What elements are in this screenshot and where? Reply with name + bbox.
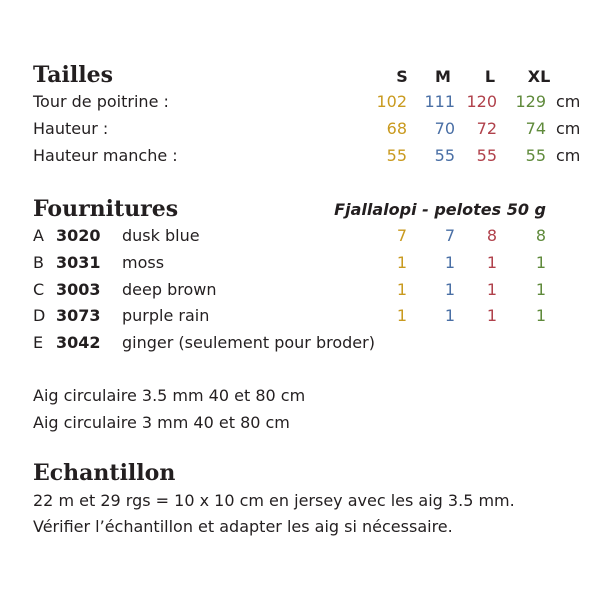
- size-value-xl: 55: [525, 146, 546, 165]
- size-value-s: 55: [386, 146, 407, 165]
- yarn-name: moss: [122, 253, 165, 272]
- yarn-qty-l: 1: [486, 306, 497, 325]
- yarn-qty-xl: 1: [535, 280, 546, 299]
- yarn-qty-m: 1: [444, 280, 455, 299]
- yarn-code: 3042: [56, 333, 101, 352]
- size-header-l: L: [484, 67, 496, 86]
- size-value-m: 55: [434, 146, 455, 165]
- yarn-letter: B: [33, 253, 44, 272]
- yarn-qty-xl: 1: [535, 253, 546, 272]
- yarn-letter: E: [33, 333, 44, 352]
- sizes-row-label: Hauteur manche :: [33, 146, 178, 165]
- yarn-qty-m: 1: [444, 306, 455, 325]
- size-header-xl: XL: [527, 67, 551, 86]
- yarn-name: purple rain: [122, 306, 210, 325]
- supplies-subtitle: Fjallalopi - pelotes 50 g: [334, 200, 546, 219]
- size-value-s: 68: [386, 119, 407, 138]
- gauge-heading: Echantillon: [33, 460, 176, 486]
- yarn-qty-m: 1: [444, 253, 455, 272]
- gauge-line: Vérifier l’échantillon et adapter les aig si nécessaire.: [33, 517, 453, 536]
- size-value-m: 111: [424, 92, 455, 111]
- yarn-code: 3003: [56, 280, 101, 299]
- yarn-qty-xl: 8: [535, 226, 546, 245]
- yarn-name: ginger (seulement pour broder): [122, 333, 375, 352]
- size-unit: cm: [556, 119, 581, 138]
- yarn-code: 3031: [56, 253, 101, 272]
- sizes-heading: Tailles: [33, 62, 113, 88]
- yarn-letter: D: [33, 306, 46, 325]
- size-unit: cm: [556, 92, 581, 111]
- sizes-row-label: Hauteur :: [33, 119, 109, 138]
- needle-line: Aig circulaire 3 mm 40 et 80 cm: [33, 413, 290, 432]
- yarn-qty-l: 1: [486, 280, 497, 299]
- needle-line: Aig circulaire 3.5 mm 40 et 80 cm: [33, 386, 306, 405]
- yarn-qty-l: 1: [486, 253, 497, 272]
- yarn-qty-s: 7: [396, 226, 407, 245]
- size-value-l: 55: [476, 146, 497, 165]
- yarn-letter: C: [33, 280, 45, 299]
- yarn-qty-s: 1: [396, 253, 407, 272]
- size-value-l: 120: [466, 92, 497, 111]
- yarn-name: deep brown: [122, 280, 217, 299]
- size-value-s: 102: [376, 92, 407, 111]
- size-header-s: S: [396, 67, 408, 86]
- supplies-heading: Fournitures: [33, 196, 179, 222]
- yarn-qty-l: 8: [486, 226, 497, 245]
- yarn-code: 3073: [56, 306, 101, 325]
- yarn-qty-s: 1: [396, 280, 407, 299]
- size-value-l: 72: [476, 119, 497, 138]
- size-header-m: M: [435, 67, 451, 86]
- yarn-qty-m: 7: [444, 226, 455, 245]
- size-value-m: 70: [434, 119, 455, 138]
- yarn-name: dusk blue: [122, 226, 200, 245]
- yarn-letter: A: [33, 226, 44, 245]
- yarn-qty-s: 1: [396, 306, 407, 325]
- size-unit: cm: [556, 146, 581, 165]
- gauge-line: 22 m et 29 rgs = 10 x 10 cm en jersey avec les aig 3.5 mm.: [33, 491, 515, 510]
- sizes-row-label: Tour de poitrine :: [33, 92, 169, 111]
- yarn-code: 3020: [56, 226, 101, 245]
- size-value-xl: 129: [515, 92, 546, 111]
- yarn-qty-xl: 1: [535, 306, 546, 325]
- size-value-xl: 74: [525, 119, 546, 138]
